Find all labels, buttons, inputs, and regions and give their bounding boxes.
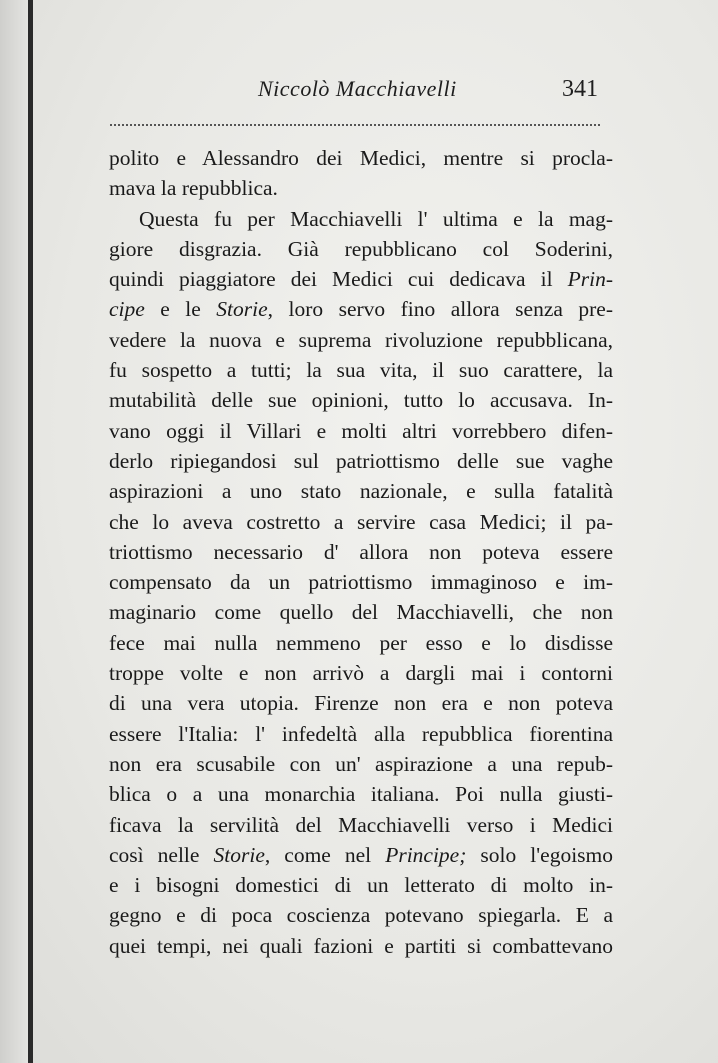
text-segment: aspirazioni a uno stato nazionale, e sulla fatalità	[109, 479, 613, 504]
text-line	[109, 234, 613, 264]
text-line	[109, 446, 613, 476]
text-segment: gegno e di poca coscienza potevano spiegarla. E a	[109, 903, 613, 928]
text-line	[109, 476, 613, 506]
text-line	[109, 840, 613, 870]
text-line	[109, 870, 613, 900]
text-segment: giore disgrazia. Già repubblicano col Soderini,	[109, 236, 613, 261]
text-line	[109, 507, 613, 537]
text-line	[109, 204, 613, 234]
text-segment: mava la repubblica.	[109, 176, 278, 201]
binding-shadow	[0, 0, 28, 1063]
text-segment: ficava la servilità del Macchiavelli verso i Medici	[109, 812, 613, 837]
text-segment: maginario come quello del Macchiavelli, che non	[109, 600, 613, 625]
text-segment: troppe volte e non arrivò a dargli mai i contorni	[109, 661, 613, 686]
text-line	[109, 355, 613, 385]
text-line	[109, 597, 613, 627]
text-line	[109, 900, 613, 930]
text-line	[109, 628, 613, 658]
italic-text: Prin-	[567, 267, 613, 292]
text-segment: fece mai nulla nemmeno per esso e lo disdisse	[109, 630, 613, 655]
page-number: 341	[562, 76, 598, 102]
text-segment: , loro servo fino allora senza pre-	[267, 297, 613, 322]
text-line	[109, 416, 613, 446]
text-line	[109, 325, 613, 355]
text-line	[109, 294, 613, 324]
text-line	[109, 749, 613, 779]
text-segment: vano oggi il Villari e molti altri vorrebbero difen-	[109, 418, 613, 443]
text-segment: polito e Alessandro dei Medici, mentre si procla-	[109, 146, 613, 170]
text-line	[109, 931, 613, 961]
text-line	[109, 385, 613, 415]
text-segment: essere l'Italia: l' infedeltà alla repubblica fiorentina	[109, 721, 613, 746]
text-segment: derlo ripiegandosi sul patriottismo delle sue vaghe	[109, 448, 613, 473]
text-segment: fu sospetto a tutti; la sua vita, il suo carattere, la	[109, 358, 613, 383]
italic-text: Storie	[216, 297, 268, 322]
header-rule	[110, 124, 600, 126]
text-segment: Questa fu per Macchiavelli l' ultima e la mag-	[139, 206, 613, 231]
text-line	[109, 567, 613, 597]
body-text	[109, 143, 613, 961]
text-segment: triottismo necessario d' allora non poteva essere	[109, 539, 613, 564]
text-segment: di una vera utopia. Firenze non era e non poteva	[109, 691, 613, 716]
italic-text: Storie	[213, 842, 265, 867]
binding-edge	[28, 0, 33, 1063]
text-segment: quei tempi, nei quali fazioni e partiti si combattevano	[109, 933, 613, 958]
text-segment: così nelle	[109, 842, 214, 867]
text-segment: non era scusabile con un' aspirazione a una repub-	[109, 751, 613, 776]
text-segment: quindi piaggiatore dei Medici cui dedicava il	[109, 267, 568, 292]
text-line	[109, 658, 613, 688]
text-line	[109, 264, 613, 294]
italic-text: cipe	[109, 297, 145, 322]
text-line	[109, 719, 613, 749]
text-segment: blica o a una monarchia italiana. Poi nulla giusti-	[109, 782, 613, 807]
text-segment: vedere la nuova e suprema rivoluzione repubblicana,	[109, 327, 613, 352]
text-segment: che lo aveva costretto a servire casa Medici; il pa-	[109, 509, 613, 534]
text-line	[109, 173, 613, 203]
text-line	[109, 779, 613, 809]
running-head-title: Niccolò Macchiavelli	[258, 76, 457, 101]
running-head	[0, 70, 718, 110]
text-segment: e i bisogni domestici di un letterato di molto in-	[109, 873, 613, 898]
text-segment: solo l'egoismo	[466, 842, 614, 867]
italic-text: Principe;	[385, 842, 467, 867]
text-segment: mutabilità delle sue opinioni, tutto lo accusava. In-	[109, 388, 613, 413]
text-segment: compensato da un patriottismo immaginoso e im-	[109, 570, 613, 595]
text-line	[109, 537, 613, 567]
text-line	[109, 810, 613, 840]
text-segment: e le	[144, 297, 217, 322]
text-segment: , come nel	[264, 842, 386, 867]
text-line	[109, 143, 613, 173]
text-line	[109, 688, 613, 718]
